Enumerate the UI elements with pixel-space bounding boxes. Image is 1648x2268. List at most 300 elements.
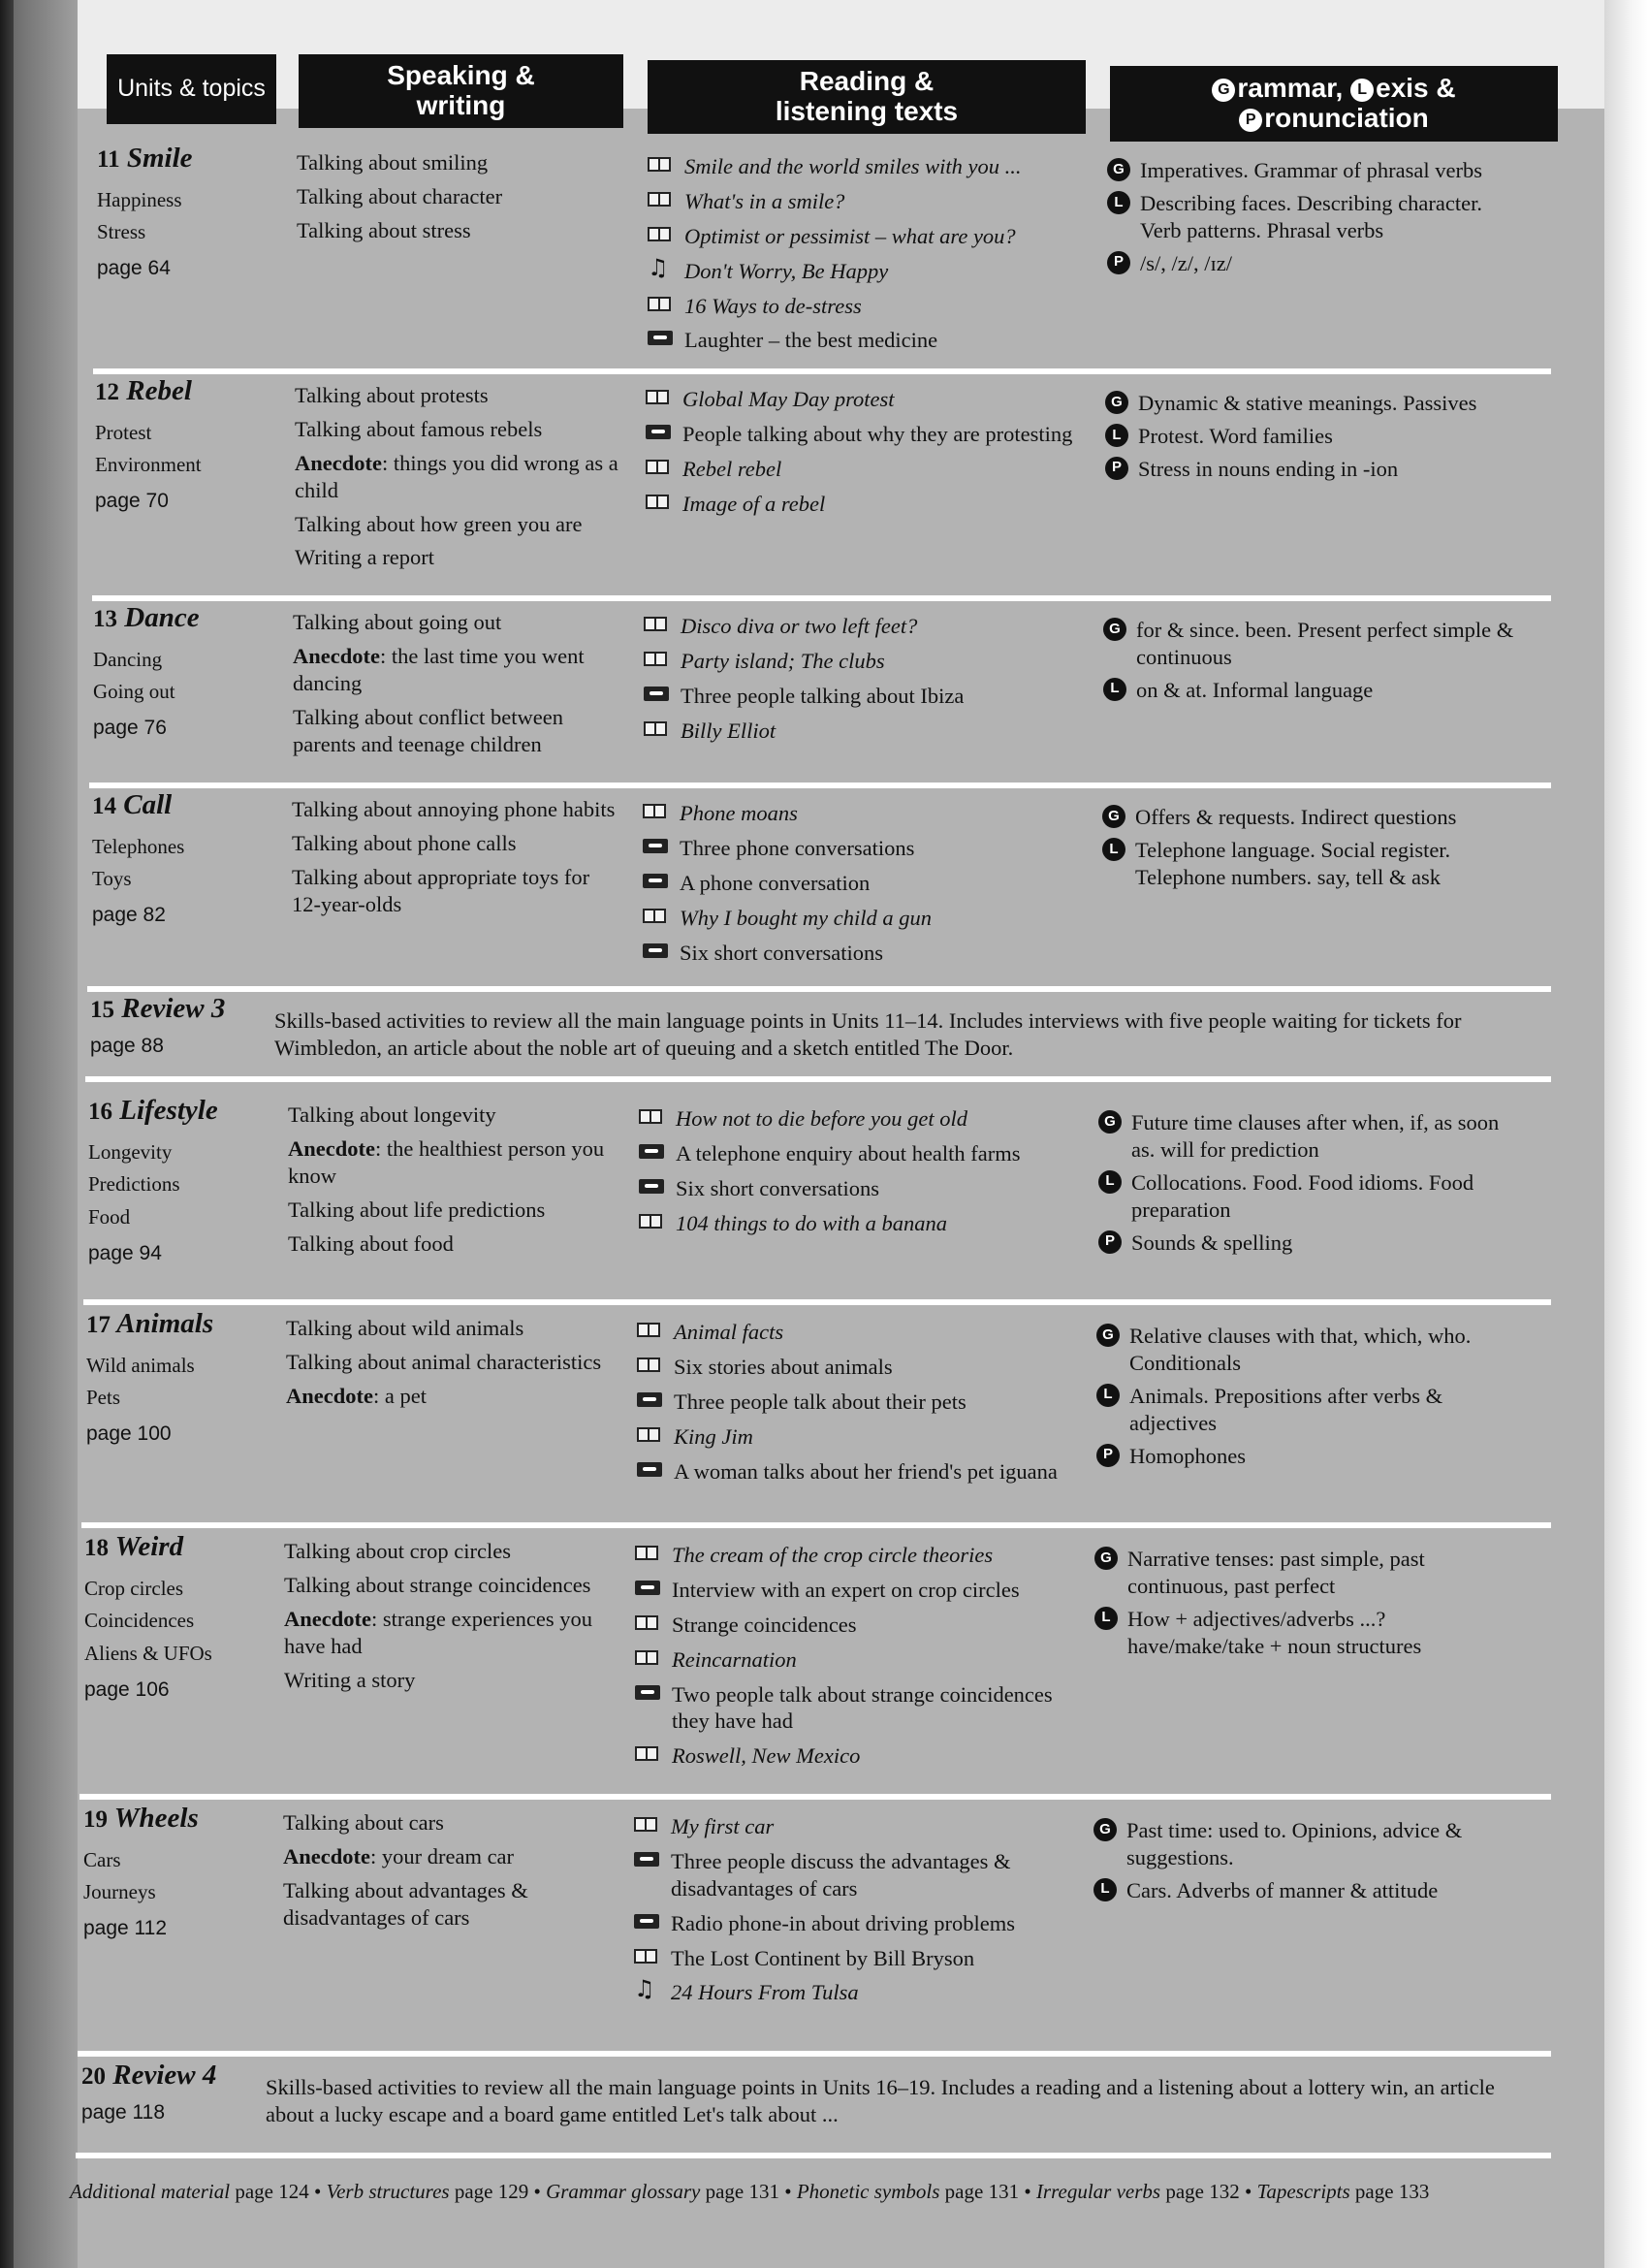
reading-item (637, 1319, 1078, 1346)
reading-item (648, 253, 1089, 285)
unit-number: 15 (90, 997, 114, 1023)
unit-name: Rebel (126, 375, 192, 406)
reading-text: Roswell, New Mexico (672, 1743, 861, 1769)
speaking-writing (286, 1315, 616, 1417)
reading-item (634, 1975, 1075, 2006)
page-margin (1604, 0, 1648, 2268)
grammar-item (1096, 1383, 1513, 1437)
cassette-shape (635, 1685, 660, 1700)
reading-item (646, 421, 1087, 448)
lexis-badge-icon: L (1103, 678, 1126, 701)
grammar-item (1107, 190, 1524, 244)
speaking-writing (293, 609, 622, 764)
reading-item (644, 613, 1085, 640)
reading-item (643, 905, 1084, 932)
unit-title (83, 1804, 268, 1835)
grammar-item (1102, 804, 1519, 831)
row-divider (79, 1794, 1551, 1800)
unit-topic: Aliens & UFOs (84, 1642, 212, 1666)
reading-item (639, 1210, 1080, 1237)
cassette-shape (643, 874, 668, 888)
unit-topic: Cars (83, 1847, 121, 1871)
grammar-text: How + adjectives/adverbs ...? have/make/take + noun structures (1127, 1606, 1422, 1658)
unit-topic: Crop circles (84, 1576, 184, 1600)
cassette-shape (634, 1852, 659, 1867)
speaking-item (297, 149, 626, 176)
book-shape (643, 804, 666, 818)
speaking-item (283, 1843, 613, 1870)
book-shape (648, 157, 671, 172)
grammar-text: Relative clauses with that, which, who. Conditionals (1129, 1324, 1472, 1375)
cassette-shape (643, 943, 668, 958)
speaking-item (283, 1877, 613, 1932)
speaking-item (286, 1383, 616, 1410)
grammar-lexis-pronunciation (1096, 1323, 1513, 1475)
reading-item (643, 940, 1084, 967)
speaking-item (286, 1315, 616, 1342)
pronunciation-badge-icon: P (1107, 251, 1130, 274)
speaking-text: Talking about annoying phone habits (292, 797, 616, 821)
book-icon (635, 1742, 672, 1762)
speaking-text: Talking about character (297, 183, 503, 208)
grammar-text: Protest. Word families (1138, 423, 1333, 448)
footer-section: Irregular verbs (1035, 2180, 1161, 2203)
grammar-lexis-pronunciation (1093, 1817, 1510, 1910)
cassette-icon (644, 683, 681, 702)
footer-page: page 131 (700, 2180, 779, 2203)
unit-topic: Stress (97, 220, 146, 244)
reading-item (634, 1813, 1075, 1840)
reading-listening (646, 386, 1087, 526)
speaking-text: : the healthiest person you know (288, 1135, 605, 1188)
unit-topic: Dancing (93, 647, 163, 671)
cassette-shape (644, 687, 669, 701)
unit-title (81, 2060, 266, 2092)
reading-text: Two people talk about strange coincidences they have had (672, 1681, 1053, 1734)
book-icon (648, 293, 684, 312)
speaking-text: Talking about life predictions (288, 1197, 546, 1222)
spine-shadow (0, 0, 14, 2268)
speaking-item (292, 864, 621, 918)
book-shape (648, 192, 671, 207)
reading-listening (643, 800, 1084, 974)
grammar-item (1098, 1109, 1515, 1164)
book-icon (635, 1612, 672, 1631)
reading-item (644, 683, 1085, 710)
unit-title (95, 376, 279, 407)
cassette-icon (637, 1389, 674, 1408)
cassette-icon (639, 1175, 676, 1195)
speaking-text: Talking about going out (293, 610, 502, 634)
unit-topic: Journeys (83, 1880, 156, 1904)
book-shape (637, 1323, 660, 1337)
footer-separator: • (1239, 2180, 1257, 2203)
pronunciation-badge-icon: P (1098, 1230, 1122, 1254)
music-note-icon: ♫ (648, 253, 669, 281)
book-shape (643, 909, 666, 923)
lexis-badge-icon: L (1096, 1384, 1120, 1407)
reading-item (639, 1105, 1080, 1133)
unit-number: 18 (84, 1535, 109, 1561)
reading-item (634, 1945, 1075, 1972)
row-divider (76, 2153, 1551, 2158)
unit-name: Wheels (113, 1803, 199, 1834)
unit-info (86, 1309, 270, 1446)
footer-section: Tapescripts (1256, 2180, 1350, 2203)
reading-text: Optimist or pessimist – what are you? (684, 223, 1016, 248)
speaking-item (293, 609, 622, 636)
book-icon (643, 905, 680, 924)
speaking-text: : strange experiences you have had (284, 1606, 593, 1658)
unit-topic: Longevity (88, 1139, 173, 1164)
reading-item (637, 1423, 1078, 1451)
book-shape (637, 1358, 660, 1372)
reading-text: How not to die before you get old (676, 1106, 967, 1131)
book-shape (646, 390, 669, 404)
grammar-text: Past time: used to. Opinions, advice & suggestions. (1126, 1818, 1463, 1869)
book-shape (644, 652, 667, 666)
cassette-icon (634, 1848, 671, 1868)
book-icon (635, 1542, 672, 1561)
book-icon (648, 188, 684, 208)
grammar-lexis-pronunciation (1102, 804, 1519, 897)
speaking-text: Writing a story (284, 1667, 416, 1692)
reading-text: Three phone conversations (680, 835, 915, 860)
row-divider (87, 986, 1551, 992)
book-icon (648, 223, 684, 242)
reading-text: Radio phone-in about driving problems (671, 1910, 1015, 1935)
book-icon (634, 1945, 671, 1965)
unit-topic: Happiness (97, 187, 182, 211)
cassette-shape (648, 331, 673, 345)
reading-text: Six stories about animals (674, 1354, 893, 1379)
unit-name: Review 3 (121, 993, 226, 1024)
speaking-text: Talking about famous rebels (295, 416, 543, 441)
anecdote-label: Anecdote (295, 450, 382, 475)
reading-item (648, 153, 1089, 180)
book-icon (635, 1646, 672, 1666)
unit-page: page 88 (90, 1034, 164, 1057)
pronunciation-badge-icon: P (1096, 1444, 1120, 1467)
speaking-text: Talking about strange coincidences (284, 1572, 591, 1597)
footer-separator: • (308, 2180, 327, 2203)
reading-text: Billy Elliot (681, 718, 776, 743)
speaking-text: Talking about food (288, 1230, 454, 1256)
lexis-badge-icon: L (1105, 424, 1128, 447)
unit-topic: Environment (95, 453, 202, 477)
book-icon (634, 1813, 671, 1833)
reading-item (648, 293, 1089, 320)
speaking-writing (297, 149, 626, 251)
header-grammar: G rammar, L exis & P ronunciation (1110, 66, 1558, 142)
grammar-item (1102, 837, 1519, 891)
book-shape (635, 1615, 658, 1630)
unit-page: page 76 (93, 717, 167, 740)
grammar-item (1103, 677, 1520, 704)
reading-text: The Lost Continent by Bill Bryson (671, 1945, 975, 1970)
speaking-item (288, 1135, 618, 1190)
grammar-text: Animals. Prepositions after verbs & adjectives (1129, 1383, 1443, 1435)
book-shape (646, 460, 669, 474)
reading-item (635, 1612, 1076, 1639)
reading-text: Smile and the world smiles with you ... (684, 154, 1022, 178)
book-shape (648, 227, 671, 241)
grammar-text: Stress in nouns ending in -ion (1138, 456, 1399, 481)
speaking-writing (283, 1809, 613, 1938)
footer-index (70, 2180, 1553, 2204)
grammar-text: Cars. Adverbs of manner & attitude (1126, 1877, 1439, 1902)
grammar-badge-icon: G (1107, 158, 1130, 181)
grammar-text: Offers & requests. Indirect questions (1135, 805, 1457, 829)
reading-item (639, 1175, 1080, 1202)
cassette-shape (637, 1462, 662, 1477)
book-icon (637, 1319, 674, 1338)
grammar-badge-icon: G (1103, 618, 1126, 641)
speaking-item (284, 1538, 614, 1565)
speaking-item (295, 511, 624, 538)
cassette-icon (643, 870, 680, 889)
book-icon (646, 456, 682, 475)
speaking-item (286, 1349, 616, 1376)
reading-text: 24 Hours From Tulsa (671, 1980, 859, 2005)
grammar-text: for & since. been. Present perfect simple & continuous (1136, 618, 1514, 669)
anecdote-label: Anecdote (284, 1606, 371, 1631)
cassette-shape (634, 1914, 659, 1929)
book-icon (646, 386, 682, 405)
speaking-item (284, 1606, 614, 1660)
unit-info (97, 144, 281, 280)
unit-name: Lifestyle (119, 1095, 218, 1126)
unit-page: page 70 (95, 490, 169, 513)
reading-item (635, 1577, 1076, 1604)
unit-title (90, 994, 274, 1025)
reading-listening (639, 1105, 1080, 1245)
cassette-shape (639, 1179, 664, 1194)
book-icon (648, 153, 684, 173)
grammar-badge-icon: G (1098, 1110, 1122, 1134)
review-description: Skills-based activities to review all the main language points in Units 11–14. Includes interviews with five people waiting for tickets for Wimbledon, an article about the noble art of queuing and a sketch entitled The Door. (274, 1008, 1462, 1060)
unit-title (84, 1532, 269, 1563)
reading-item (637, 1354, 1078, 1381)
grammar-item (1098, 1230, 1515, 1257)
reading-item (639, 1140, 1080, 1167)
unit-info (93, 603, 277, 740)
unit-topic: Toys (92, 867, 132, 891)
cassette-shape (639, 1144, 664, 1159)
speaking-text: Talking about cars (283, 1810, 444, 1835)
unit-info (81, 2060, 266, 2124)
book-icon (644, 648, 681, 667)
cassette-icon (635, 1577, 672, 1596)
grammar-item (1103, 617, 1520, 671)
book-icon (646, 491, 682, 510)
reading-text: Three people talking about Ibiza (681, 683, 965, 708)
grammar-text: Dynamic & stative meanings. Passives (1138, 391, 1477, 415)
unit-name: Animals (116, 1308, 214, 1339)
row-divider (85, 1076, 1551, 1082)
grammar-text: Homophones (1129, 1443, 1246, 1468)
book-icon (644, 718, 681, 737)
grammar-text: Telephone language. Social register. Telephone numbers. say, tell & ask (1135, 837, 1451, 889)
reading-text: Six short conversations (680, 940, 883, 965)
cassette-icon (634, 1910, 671, 1930)
reading-text: Interview with an expert on crop circles (672, 1577, 1020, 1602)
unit-number: 17 (86, 1312, 111, 1338)
header-speaking: Speaking & writing (299, 54, 623, 128)
cassette-icon (646, 421, 682, 440)
reading-item (646, 491, 1087, 518)
reading-text: Rebel rebel (682, 456, 782, 481)
row-divider (89, 783, 1551, 788)
book-icon (643, 800, 680, 819)
speaking-text: : your dream car (369, 1843, 515, 1869)
speaking-writing (288, 1102, 618, 1263)
reading-text: Disco diva or two left feet? (681, 614, 918, 638)
grammar-item (1098, 1169, 1515, 1224)
reading-text: A woman talks about her friend's pet iguana (674, 1458, 1058, 1484)
reading-item (643, 800, 1084, 827)
speaking-item (283, 1809, 613, 1837)
footer-separator: • (1019, 2180, 1036, 2203)
reading-item (637, 1458, 1078, 1485)
unit-number: 16 (88, 1099, 112, 1125)
grammar-text: Sounds & spelling (1131, 1230, 1293, 1255)
unit-number: 20 (81, 2063, 106, 2090)
speaking-text: Talking about appropriate toys for 12-year-olds (292, 864, 590, 916)
row-divider (93, 368, 1551, 374)
reading-text: 16 Ways to de-stress (684, 293, 862, 318)
book-shape (637, 1427, 660, 1442)
book-shape (648, 297, 671, 311)
row-divider (78, 2051, 1551, 2057)
unit-topic: Telephones (92, 834, 185, 858)
speaking-item (297, 217, 626, 244)
anecdote-label: Anecdote (293, 643, 380, 668)
lexis-badge-icon: L (1093, 1878, 1117, 1901)
reading-item (643, 835, 1084, 862)
speaking-text: Writing a report (295, 545, 435, 570)
speaking-item (295, 382, 624, 409)
grammar-item (1093, 1877, 1510, 1904)
speaking-item (293, 704, 622, 758)
lexis-badge-icon: L (1102, 838, 1125, 861)
reading-item (635, 1646, 1076, 1674)
reading-text: A telephone enquiry about health farms (676, 1140, 1021, 1166)
footer-section: Phonetic symbols (796, 2180, 940, 2203)
unit-info (84, 1532, 269, 1702)
speaking-text: : things you did wrong as a child (295, 450, 618, 502)
lexis-badge-icon: L (1107, 191, 1130, 214)
grammar-text: Describing faces. Describing character. Verb patterns. Phrasal verbs (1140, 190, 1482, 242)
grammar-badge-icon: G (1096, 1324, 1120, 1347)
grammar-item (1096, 1323, 1513, 1377)
book-icon (639, 1105, 676, 1125)
reading-text: Phone moans (680, 801, 798, 825)
unit-topic: Wild animals (86, 1353, 195, 1377)
speaking-text: : a pet (372, 1383, 427, 1408)
grammar-text: Future time clauses after when, if, as soon as. will for prediction (1131, 1110, 1500, 1162)
reading-item (635, 1542, 1076, 1569)
cassette-shape (635, 1581, 660, 1595)
book-icon (637, 1354, 674, 1373)
lexis-l-icon: L (1350, 79, 1374, 102)
cassette-icon (648, 327, 684, 346)
book-shape (635, 1546, 658, 1560)
grammar-lexis-pronunciation (1094, 1546, 1511, 1666)
book-icon (639, 1210, 676, 1230)
unit-page: page 118 (81, 2100, 166, 2124)
book-shape (634, 1949, 657, 1964)
book-icon (644, 613, 681, 632)
book-shape (634, 1817, 657, 1832)
lexis-badge-icon: L (1094, 1607, 1118, 1630)
reading-text: My first car (671, 1814, 775, 1838)
header-units: Units & topics (107, 54, 276, 124)
unit-title (88, 1096, 272, 1127)
book-shape (646, 495, 669, 509)
speaking-item (295, 416, 624, 443)
speaking-item (288, 1230, 618, 1258)
cassette-shape (643, 839, 668, 853)
speaking-text: Talking about crop circles (284, 1539, 511, 1563)
cassette-icon (643, 940, 680, 959)
row-divider (92, 595, 1551, 601)
reading-text: Three people talk about their pets (674, 1389, 967, 1414)
grammar-badge-icon: G (1105, 391, 1128, 414)
reading-item (648, 188, 1089, 215)
speaking-writing (295, 382, 624, 578)
reading-text: Reincarnation (672, 1646, 797, 1672)
book-shape (635, 1650, 658, 1665)
review-description: Skills-based activities to review all the main language points in Units 16–19. Includes a reading and a listening about a lottery win, an article about a lucky escape and a board game entitled Let's talk about ... (266, 2075, 1495, 2126)
reading-item (634, 1848, 1075, 1902)
reading-item (646, 386, 1087, 413)
reading-item (634, 1910, 1075, 1937)
unit-number: 19 (83, 1806, 108, 1833)
footer-section: Additional material (70, 2180, 231, 2203)
book-icon (637, 1423, 674, 1443)
row-divider (83, 1299, 1551, 1305)
reading-text: 104 things to do with a banana (676, 1210, 948, 1235)
header-reading: Reading & listening texts (648, 60, 1086, 134)
speaking-text: Talking about how green you are (295, 511, 583, 536)
unit-title (97, 144, 281, 175)
grammar-item (1107, 157, 1524, 184)
unit-title (86, 1309, 270, 1340)
unit-info (83, 1804, 268, 1940)
speaking-item (284, 1667, 614, 1694)
speaking-item (288, 1197, 618, 1224)
grammar-item (1107, 250, 1524, 277)
reading-text: Laughter – the best medicine (684, 328, 938, 353)
grammar-badge-icon: G (1102, 805, 1125, 828)
footer-section: Grammar glossary (546, 2180, 701, 2203)
reading-item (644, 718, 1085, 745)
grammar-lexis-pronunciation (1103, 617, 1520, 710)
grammar-lexis-pronunciation (1105, 390, 1522, 489)
grammar-g-icon: G (1212, 79, 1235, 102)
speaking-item (292, 830, 621, 857)
grammar-text: Collocations. Food. Food idioms. Food preparation (1131, 1169, 1474, 1222)
reading-text: People talking about why they are protesting (682, 421, 1073, 446)
reading-listening (648, 153, 1089, 362)
speaking-item (297, 183, 626, 210)
reading-text: Three people discuss the advantages & disadvantages of cars (671, 1848, 1011, 1901)
footer-separator: • (528, 2180, 547, 2203)
unit-number: 14 (92, 793, 116, 819)
reading-listening (637, 1319, 1078, 1492)
grammar-lexis-pronunciation (1107, 157, 1524, 283)
